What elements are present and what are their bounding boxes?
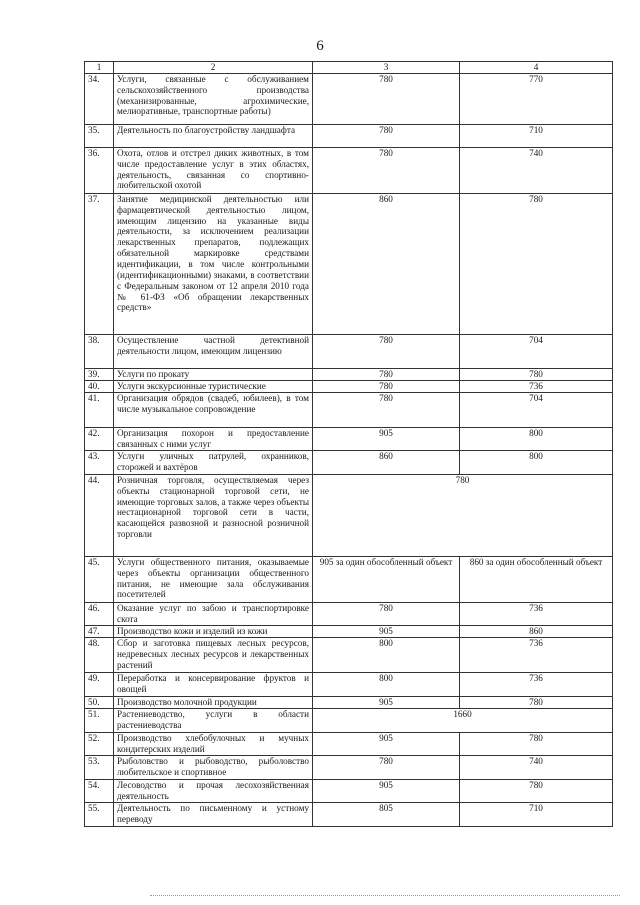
table-row bbox=[85, 368, 613, 380]
value-col-3: 780 bbox=[313, 124, 460, 147]
value-col-3: 905 за один обособленный объект bbox=[313, 556, 460, 602]
value-col-4: 736 bbox=[460, 602, 613, 625]
value-col-4: 704 bbox=[460, 392, 613, 427]
value-col-4: 800 bbox=[460, 450, 613, 474]
row-number: 35. bbox=[85, 124, 114, 147]
value-col-3: 780 bbox=[313, 147, 460, 193]
table-row bbox=[85, 124, 613, 147]
activity-description: Рыболовство и рыбоводство, рыболовство любительское и спортивное bbox=[114, 755, 313, 779]
row-number: 46. bbox=[85, 602, 114, 625]
header-col-3: 3 bbox=[313, 62, 460, 74]
scan-artifact-line bbox=[150, 895, 620, 897]
row-number: 45. bbox=[85, 556, 114, 602]
activity-description: Деятельность по благоустройству ландшафта bbox=[114, 124, 313, 147]
table-row bbox=[85, 427, 613, 450]
value-col-3: 780 bbox=[313, 755, 460, 779]
value-col-4: 736 bbox=[460, 637, 613, 672]
header-col-1: 1 bbox=[85, 62, 114, 74]
row-number: 53. bbox=[85, 755, 114, 779]
value-col-3: 905 bbox=[313, 732, 460, 755]
table-row bbox=[85, 450, 613, 474]
merged-value: 780 bbox=[313, 474, 613, 556]
activity-description: Услуги общественного питания, оказываемые через объекты организации общественного питания, не имеющие зала обслуживания посетителей bbox=[114, 556, 313, 602]
row-number: 43. bbox=[85, 450, 114, 474]
activity-description: Переработка и консервирование фруктов и овощей bbox=[114, 672, 313, 696]
activity-description: Оказание услуг по забою и транспортировке скота bbox=[114, 602, 313, 625]
value-col-4: 710 bbox=[460, 802, 613, 826]
value-col-3: 780 bbox=[313, 334, 460, 368]
row-number: 41. bbox=[85, 392, 114, 427]
activity-description: Сбор и заготовка пищевых лесных ресурсов, недревесных лесных ресурсов и лекарственных растений bbox=[114, 637, 313, 672]
activity-description: Деятельность по письменному и устному переводу bbox=[114, 802, 313, 826]
value-col-4: 770 bbox=[460, 73, 613, 124]
row-number: 40. bbox=[85, 380, 114, 392]
value-col-4: 860 bbox=[460, 625, 613, 637]
table-row bbox=[85, 193, 613, 334]
table-row bbox=[85, 380, 613, 392]
row-number: 50. bbox=[85, 696, 114, 708]
activity-description: Осуществление частной детективной деятельности лицом, имеющим лицензию bbox=[114, 334, 313, 368]
value-col-3: 905 bbox=[313, 779, 460, 802]
row-number: 55. bbox=[85, 802, 114, 826]
table-row bbox=[85, 696, 613, 708]
value-col-4: 800 bbox=[460, 427, 613, 450]
row-number: 54. bbox=[85, 779, 114, 802]
value-col-4: 740 bbox=[460, 147, 613, 193]
activity-description: Услуги, связанные с обслуживанием сельскохозяйственного производства (механизированные, агрохимические, мелиоративные, транспортные работы) bbox=[114, 73, 313, 124]
row-number: 39. bbox=[85, 368, 114, 380]
table-row bbox=[85, 672, 613, 696]
activity-description: Услуги по прокату bbox=[114, 368, 313, 380]
table-row bbox=[85, 602, 613, 625]
value-col-4: 780 bbox=[460, 732, 613, 755]
row-number: 48. bbox=[85, 637, 114, 672]
value-col-3: 860 bbox=[313, 450, 460, 474]
table-row bbox=[85, 334, 613, 368]
page-number: 6 bbox=[316, 38, 324, 54]
value-col-3: 780 bbox=[313, 392, 460, 427]
activity-description: Производство молочной продукции bbox=[114, 696, 313, 708]
merged-value: 1660 bbox=[313, 708, 613, 732]
value-col-3: 780 bbox=[313, 368, 460, 380]
row-number: 51. bbox=[85, 708, 114, 732]
table-row bbox=[85, 637, 613, 672]
header-col-2: 2 bbox=[114, 62, 313, 74]
row-number: 36. bbox=[85, 147, 114, 193]
row-number: 49. bbox=[85, 672, 114, 696]
activity-description: Производство хлебобулочных и мучных кондитерских изделий bbox=[114, 732, 313, 755]
value-col-4: 704 bbox=[460, 334, 613, 368]
table-row bbox=[85, 73, 613, 124]
table-row bbox=[85, 779, 613, 802]
table-row bbox=[85, 474, 613, 556]
value-col-4: 780 bbox=[460, 696, 613, 708]
table-row bbox=[85, 556, 613, 602]
activity-description: Растениеводство, услуги в области растениеводства bbox=[114, 708, 313, 732]
activity-description: Организация похорон и предоставление связанных с ними услуг bbox=[114, 427, 313, 450]
row-number: 37. bbox=[85, 193, 114, 334]
value-col-4: 736 bbox=[460, 380, 613, 392]
value-col-3: 800 bbox=[313, 637, 460, 672]
value-col-3: 905 bbox=[313, 696, 460, 708]
activity-description: Производство кожи и изделий из кожи bbox=[114, 625, 313, 637]
table-row bbox=[85, 755, 613, 779]
value-col-3: 805 bbox=[313, 802, 460, 826]
table-header-row bbox=[85, 62, 613, 74]
table-row bbox=[85, 732, 613, 755]
row-number: 44. bbox=[85, 474, 114, 556]
value-col-3: 780 bbox=[313, 380, 460, 392]
activity-description: Занятие медицинской деятельностью или фармацевтической деятельностью лицом, имеющим лицензию на указанные виды деятельности, за исключением реализации лекарственных препаратов, подлежащих обязательной маркировке средствами идентификации, в том числе контрольными (идентификационными) знаками, в соответствии с Федеральным законом от 12 апреля 2010 года № 61-ФЗ «Об обращении лекарственных средств» bbox=[114, 193, 313, 334]
value-col-4: 710 bbox=[460, 124, 613, 147]
row-number: 52. bbox=[85, 732, 114, 755]
value-col-4: 740 bbox=[460, 755, 613, 779]
activity-description: Лесоводство и прочая лесохозяйственная деятельность bbox=[114, 779, 313, 802]
activity-description: Услуги экскурсионные туристические bbox=[114, 380, 313, 392]
value-col-3: 780 bbox=[313, 602, 460, 625]
activity-description: Услуги уличных патрулей, охранников, сторожей и вахтёров bbox=[114, 450, 313, 474]
tariff-table bbox=[84, 61, 613, 827]
value-col-4: 780 bbox=[460, 368, 613, 380]
value-col-3: 780 bbox=[313, 73, 460, 124]
activity-description: Организация обрядов (свадеб, юбилеев), в том числе музыкальное сопровождение bbox=[114, 392, 313, 427]
value-col-3: 800 bbox=[313, 672, 460, 696]
table-row bbox=[85, 625, 613, 637]
table-row bbox=[85, 708, 613, 732]
row-number: 47. bbox=[85, 625, 114, 637]
activity-description: Розничная торговля, осуществляемая через объекты стационарной торговой сети, не имеющие торговых залов, а также через объекты нестационарной торговой сети в части, касающейся развозной и разносной розничной торговли bbox=[114, 474, 313, 556]
value-col-4: 780 bbox=[460, 193, 613, 334]
table-row bbox=[85, 147, 613, 193]
value-col-4: 736 bbox=[460, 672, 613, 696]
value-col-4: 780 bbox=[460, 779, 613, 802]
value-col-3: 905 bbox=[313, 625, 460, 637]
value-col-3: 905 bbox=[313, 427, 460, 450]
row-number: 42. bbox=[85, 427, 114, 450]
table-row bbox=[85, 802, 613, 826]
activity-description: Охота, отлов и отстрел диких животных, в том числе предоставление услуг в этих областях, деятельность, связанная со спортивно-любительской охотой bbox=[114, 147, 313, 193]
value-col-3: 860 bbox=[313, 193, 460, 334]
table-row bbox=[85, 392, 613, 427]
row-number: 34. bbox=[85, 73, 114, 124]
value-col-4: 860 за один обособленный объект bbox=[460, 556, 613, 602]
header-col-4: 4 bbox=[460, 62, 613, 74]
row-number: 38. bbox=[85, 334, 114, 368]
